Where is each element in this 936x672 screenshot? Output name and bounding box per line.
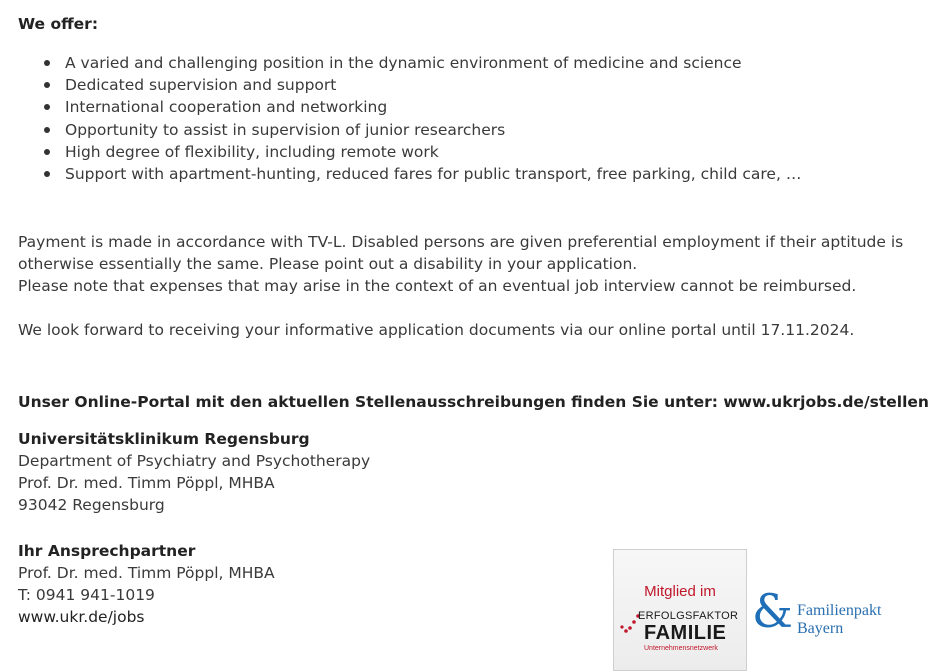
department-name: Department of Psychiatry and Psychotherapy [18, 452, 371, 470]
payment-line: otherwise essentially the same. Please point out a disability in your application. [18, 255, 638, 273]
logo-line3: Unternehmensnetzwerk [644, 645, 718, 652]
ampersand-icon: & [752, 584, 793, 638]
list-item: A varied and challenging position in the dynamic environment of medicine and science [18, 52, 801, 74]
logo-line1: ERFOLGSFAKTOR [638, 610, 739, 622]
contact-heading: Ihr Ansprechpartner [18, 542, 196, 560]
list-item: Opportunity to assist in supervision of junior researchers [18, 119, 801, 141]
payment-line: Payment is made in accordance with TV-L. Disabled persons are given preferential employment if their aptitude is [18, 233, 904, 251]
familienpakt-bayern-logo [752, 584, 892, 650]
contact-phone: T: 0941 941-1019 [18, 586, 155, 604]
offer-list [18, 52, 801, 185]
postal-city: 93042 Regensburg [18, 496, 165, 514]
payment-paragraph [18, 231, 903, 297]
contact-block [18, 540, 275, 628]
list-item: High degree of flexibility, including remote work [18, 141, 801, 163]
organization-name: Universitätsklinikum Regensburg [18, 430, 310, 448]
portal-link-text[interactable]: Unser Online-Portal mit den aktuellen Stellenausschreibungen finden Sie unter: www.ukrjobs.de/stellen [18, 393, 929, 411]
logo-line2: Bayern [797, 620, 844, 637]
offer-heading: We offer: [18, 15, 99, 33]
contact-person: Prof. Dr. med. Timm Pöppl, MHBA [18, 564, 275, 582]
address-block [18, 428, 370, 516]
list-item: International cooperation and networking [18, 96, 801, 118]
payment-line: Please note that expenses that may arise in the context of an eventual job interview cannot be reimbursed. [18, 277, 857, 295]
logo-line2: FAMILIE [644, 622, 727, 644]
list-item: Support with apartment-hunting, reduced fares for public transport, free parking, child care, … [18, 163, 801, 185]
person-name: Prof. Dr. med. Timm Pöppl, MHBA [18, 474, 275, 492]
logo-member-text: Mitglied im [644, 583, 716, 600]
closing-paragraph: We look forward to receiving your informative application documents via our online portal until 17.11.2024. [18, 321, 855, 339]
logo-line1: Familienpakt [797, 602, 882, 619]
jobs-link[interactable]: www.ukr.de/jobs [18, 608, 145, 626]
erfolgsfaktor-familie-logo [613, 549, 747, 671]
list-item: Dedicated supervision and support [18, 74, 801, 96]
